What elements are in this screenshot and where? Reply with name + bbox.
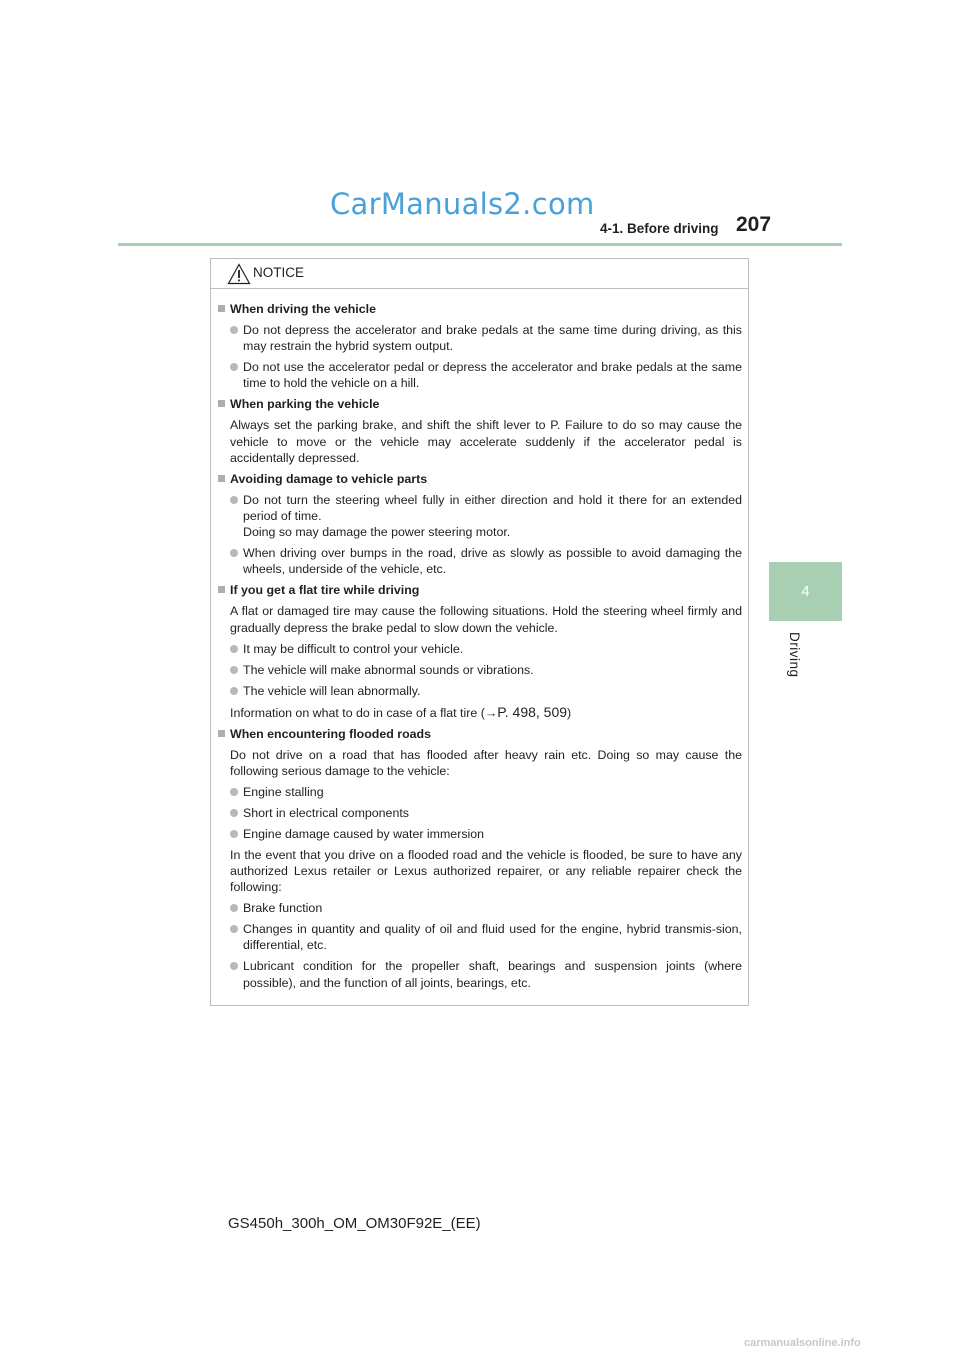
- warning-triangle-icon: [227, 263, 251, 285]
- dot-bullet-icon: [230, 496, 238, 504]
- carmanuals-watermark[interactable]: CarManuals2.com: [330, 187, 595, 221]
- paragraph: Do not drive on a road that has flooded after heavy rain etc. Doing so may cause the following serious damage to the vehicle:: [230, 747, 742, 778]
- dot-bullet-icon: [230, 666, 238, 674]
- list-item: The vehicle will lean abnormally.: [230, 683, 742, 699]
- section-heading: When parking the vehicle: [218, 396, 742, 412]
- flat-tire-reference: Information on what to do in case of a flat tire (→P. 498, 509): [230, 703, 572, 720]
- carmanualsonline-watermark[interactable]: carmanualsonline.info: [744, 1337, 861, 1349]
- notice-header: [211, 259, 748, 289]
- list-item: Do not use the accelerator pedal or depress the accelerator and brake pedals at the same time to hold the vehicle on a hill.: [230, 359, 742, 391]
- square-bullet-icon: [218, 586, 225, 593]
- arrow-right-icon: →: [484, 705, 498, 720]
- list-item: Changes in quantity and quality of oil and fluid used for the engine, hybrid transmis-sion, differential, etc.: [230, 921, 742, 953]
- section-heading: Avoiding damage to vehicle parts: [218, 471, 742, 487]
- page-reference-link[interactable]: P. 498, 509: [497, 703, 568, 720]
- square-bullet-icon: [218, 730, 225, 737]
- dot-bullet-icon: [230, 549, 238, 557]
- square-bullet-icon: [218, 305, 225, 312]
- chapter-tab[interactable]: [769, 562, 842, 621]
- paragraph: In the event that you drive on a flooded road and the vehicle is flooded, be sure to have any authorized Lexus retailer or Lexus authorized repairer, or any reliable repairer check the following:: [230, 847, 742, 895]
- section-heading: If you get a flat tire while driving: [218, 582, 742, 598]
- notice-body: [211, 289, 748, 991]
- list-item: Lubricant condition for the propeller shaft, bearings and suspension joints (where possible), and the function of all joints, bearings, etc.: [230, 958, 742, 990]
- list-item: Engine damage caused by water immersion: [230, 826, 742, 842]
- square-bullet-icon: [218, 475, 225, 482]
- section-title: 4-1. Before driving: [600, 221, 719, 236]
- page-number: 207: [736, 213, 772, 236]
- dot-bullet-icon: [230, 326, 238, 334]
- dot-bullet-icon: [230, 788, 238, 796]
- list-item: Short in electrical components: [230, 805, 742, 821]
- list-item: Do not depress the accelerator and brake pedals at the same time during driving, as this may restrain the hybrid system output.: [230, 322, 742, 354]
- list-item: It may be difficult to control your vehicle.: [230, 641, 742, 657]
- notice-title: NOTICE: [253, 265, 305, 280]
- dot-bullet-icon: [230, 904, 238, 912]
- dot-bullet-icon: [230, 962, 238, 970]
- list-item: Do not turn the steering wheel fully in either direction and hold it there for an extended period of time. Doing so may damage the power steering motor.: [230, 492, 742, 541]
- list-item: The vehicle will make abnormal sounds or vibrations.: [230, 662, 742, 678]
- header-rule: [118, 243, 842, 246]
- dot-bullet-icon: [230, 809, 238, 817]
- dot-bullet-icon: [230, 363, 238, 371]
- dot-bullet-icon: [230, 830, 238, 838]
- footer-model-code: GS450h_300h_OM_OM30F92E_(EE): [228, 1215, 481, 1232]
- paragraph: Always set the parking brake, and shift the shift lever to P. Failure to do so may cause the vehicle to move or the vehicle may accelerate suddenly if the accelerator pedal is accidentally depressed.: [230, 418, 742, 465]
- list-item: Brake function: [230, 900, 742, 916]
- chapter-number: 4: [801, 583, 810, 600]
- section-heading: When encountering flooded roads: [218, 726, 742, 742]
- square-bullet-icon: [218, 400, 225, 407]
- dot-bullet-icon: [230, 645, 238, 653]
- dot-bullet-icon: [230, 687, 238, 695]
- notice-box: [210, 258, 749, 1006]
- list-item: Engine stalling: [230, 784, 742, 800]
- list-item: When driving over bumps in the road, drive as slowly as possible to avoid damaging the wheels, underside of the vehicle, etc.: [230, 545, 742, 577]
- chapter-label: Driving: [787, 632, 802, 678]
- section-heading: When driving the vehicle: [218, 301, 742, 317]
- dot-bullet-icon: [230, 925, 238, 933]
- paragraph: A flat or damaged tire may cause the following situations. Hold the steering wheel firmly and gradually depress the brake pedal to slow down the vehicle.: [230, 604, 742, 635]
